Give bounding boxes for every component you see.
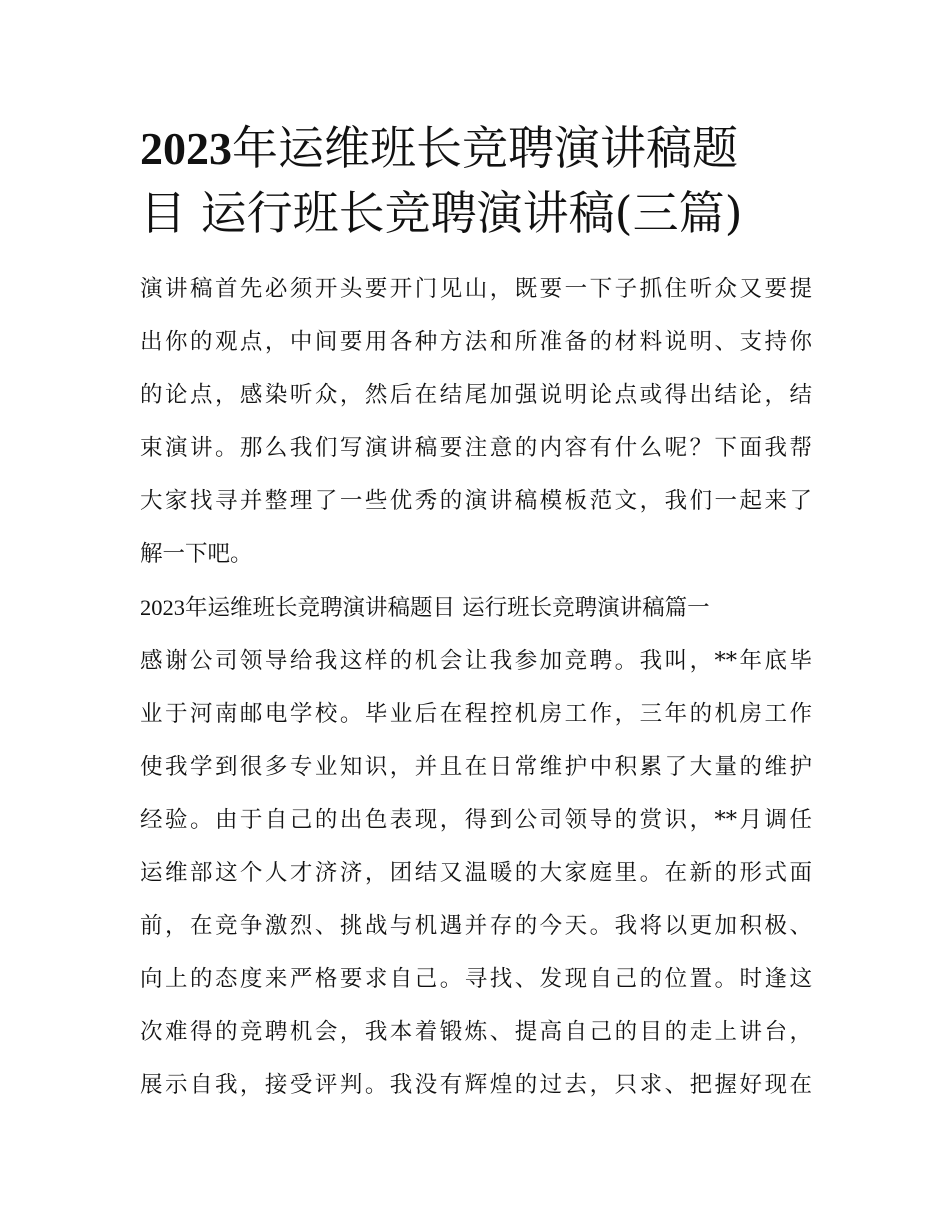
- section-line: 前，在竞争激烈、挑战与机遇并存的今天。我将以更加积极、: [140, 913, 812, 939]
- section-line: 向上的态度来严格要求自己。寻找、发现自己的位置。时逢这: [140, 966, 812, 992]
- section-line: 展示自我，接受评判。我没有辉煌的过去，只求、把握好现在: [140, 1072, 812, 1098]
- intro-line: 出你的观点，中间要用各种方法和所准备的材料说明、支持你: [140, 329, 812, 355]
- section-line: 运维部这个人才济济，团结又温暖的大家庭里。在新的形式面: [140, 860, 812, 886]
- intro-line: 大家找寻并整理了一些优秀的演讲稿模板范文，我们一起来了: [140, 488, 812, 514]
- intro-line: 束演讲。那么我们写演讲稿要注意的内容有什么呢？下面我帮: [140, 435, 812, 461]
- document-title: [140, 116, 812, 245]
- intro-line: 演讲稿首先必须开头要开门见山，既要一下子抓住听众又要提: [140, 276, 812, 302]
- section-line: 业于河南邮电学校。毕业后在程控机房工作，三年的机房工作: [140, 701, 812, 727]
- section-heading-year: 2023: [140, 595, 185, 620]
- document-page: [140, 116, 812, 1112]
- title-line-2: 目 运行班长竞聘演讲稿(三篇): [140, 186, 743, 240]
- document-body: [140, 263, 812, 1112]
- intro-line: 的论点，感染听众，然后在结尾加强说明论点或得出结论，结: [140, 382, 812, 408]
- title-line-1-text: 年运维班长竞聘演讲稿题: [232, 121, 738, 175]
- intro-line: 解一下吧。: [140, 541, 253, 567]
- section-line: 使我学到很多专业知识，并且在日常维护中积累了大量的维护: [140, 754, 812, 780]
- intro-paragraph: [140, 263, 812, 581]
- section-line: 感谢公司领导给我这样的机会让我参加竞聘。我叫，**年底毕: [140, 648, 812, 674]
- section-heading-text: 年运维班长竞聘演讲稿题目 运行班长竞聘演讲稿篇一: [185, 595, 710, 621]
- section-paragraph: [140, 635, 812, 1112]
- title-year: 2023: [140, 123, 232, 174]
- title-line-1: [140, 116, 812, 181]
- section-line: 经验。由于自己的出色表现，得到公司领导的赏识，**月调任: [140, 807, 812, 833]
- section-line: 次难得的竞聘机会，我本着锻炼、提高自己的目的走上讲台，: [140, 1019, 812, 1045]
- section-heading: [140, 581, 812, 635]
